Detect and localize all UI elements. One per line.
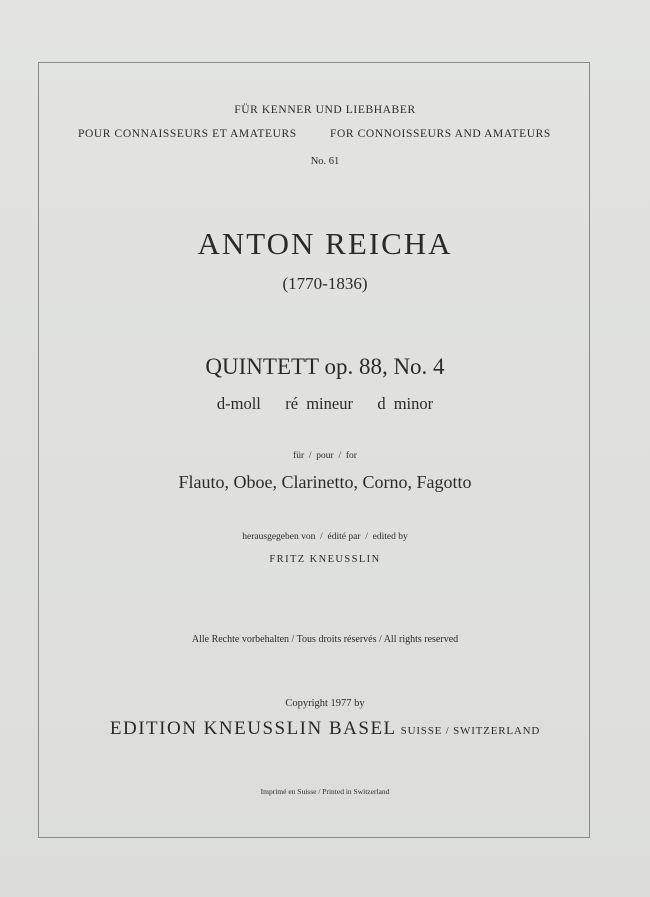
publisher-country: SUISSE / SWITZERLAND [400, 725, 541, 737]
instrumentation: Flauto, Oboe, Clarinetto, Corno, Fagotto [178, 472, 472, 492]
editor-name: FRITZ KNEUSSLIN [269, 554, 381, 565]
copyright-line: Copyright 1977 by [285, 698, 365, 709]
series-title-english: FOR CONNOISSEURS AND AMATEURS [330, 128, 551, 140]
work-title: QUINTETT op. 88, No. 4 [205, 354, 445, 379]
series-number: No. 61 [310, 156, 340, 167]
editor-label: herausgegeben von / édité par / edited by [242, 532, 408, 542]
series-title-german: FÜR KENNER UND LIEBHABER [234, 104, 416, 116]
work-key: d-moll ré mineur d minor [216, 394, 434, 413]
publisher-name: EDITION KNEUSSLIN BASEL [109, 718, 397, 739]
instrumentation-label: für / pour / for [293, 451, 357, 461]
composer-name: ANTON REICHA [197, 226, 453, 261]
composer-years: (1770-1836) [282, 274, 368, 293]
series-title-french: POUR CONNAISSEURS ET AMATEURS [78, 128, 297, 140]
printed-in-notice: Imprimé en Suisse / Printed in Switzerland [260, 787, 390, 796]
rights-notice: Alle Rechte vorbehalten / Tous droits réservés / All rights reserved [191, 634, 459, 645]
publisher-line [0, 718, 650, 740]
